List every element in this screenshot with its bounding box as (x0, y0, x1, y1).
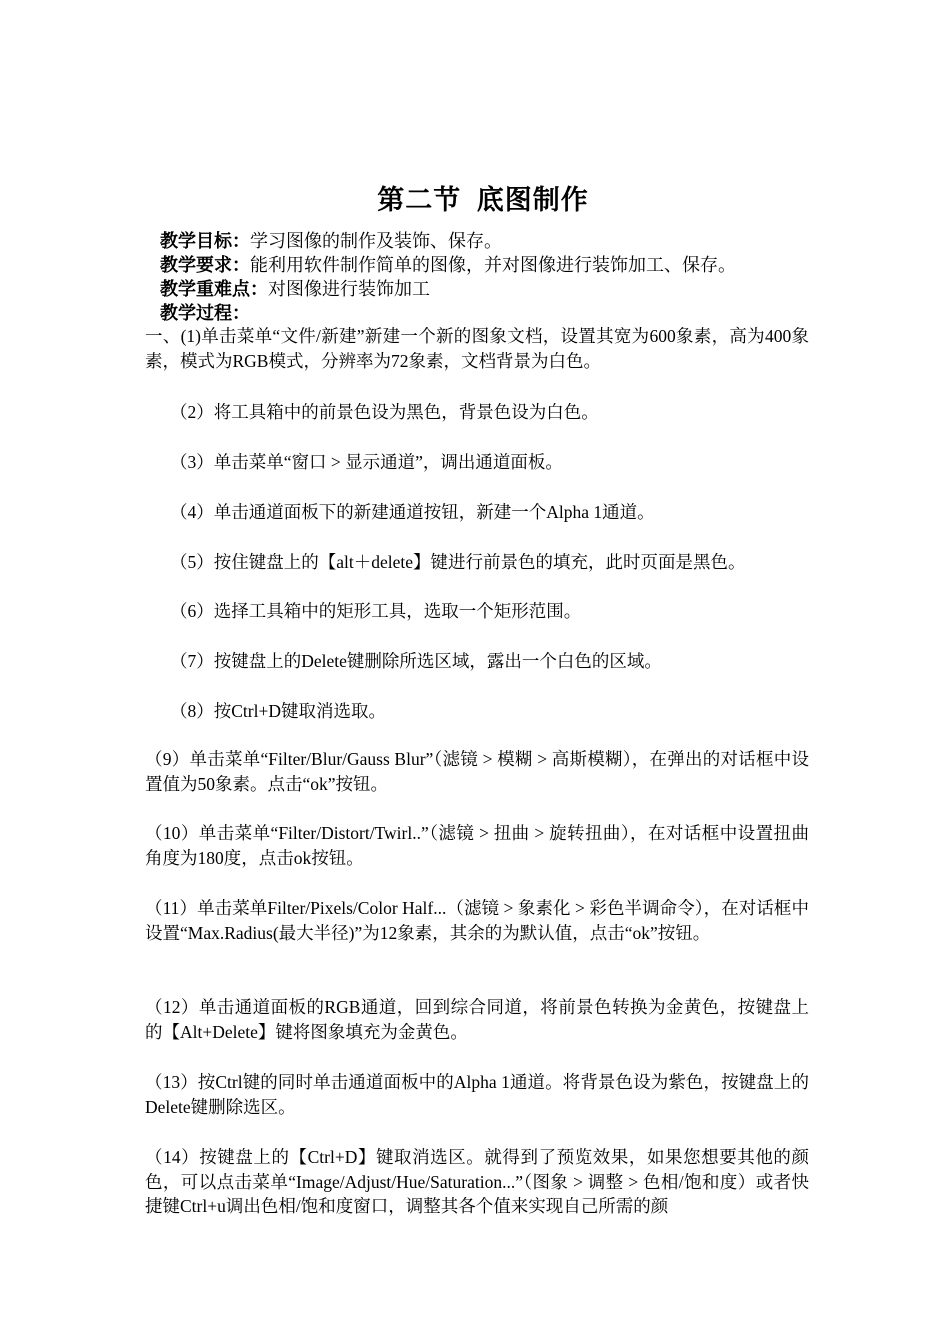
process-label: 教学过程： (160, 303, 250, 323)
paragraph-step-6: （6）选择工具箱中的矩形工具，选取一个矩形范围。 (170, 601, 582, 621)
key-points-text: 对图像进行装饰加工 (268, 279, 430, 299)
paragraph-step-8: （8）按Ctrl+D键取消选取。 (170, 701, 386, 721)
requirement-text: 能利用软件制作简单的图像，并对图像进行装饰加工、保存。 (250, 255, 736, 275)
process-line (160, 299, 250, 325)
key-points-label: 教学重难点： (160, 279, 268, 299)
paragraph-step-12: （12）单击通道面板的RGB通道，回到综合同道，将前景色转换为金黄色，按键盘上的【Alt+Delete】键将图象填充为金黄色。 (145, 997, 809, 1042)
paragraph-step-4: （4）单击通道面板下的新建通道按钮，新建一个Alpha 1通道。 (170, 502, 655, 522)
requirement-label: 教学要求： (160, 255, 250, 275)
paragraph-step-14: （14）按键盘上的【Ctrl+D】键取消选区。就得到了预览效果，如果您想要其他的颜色，可以点击菜单“Image/Adjust/Hue/Saturation...”（图象 > 调整 > 色相/饱和度）或者快捷键Ctrl+u调出色相/饱和度窗口，调整其各个值来实现自己所需的颜 (145, 1147, 809, 1216)
paragraph-step-10: （10）单击菜单“Filter/Distort/Twirl..”（滤镜 > 扭曲 > 旋转扭曲），在对话框中设置扭曲角度为180度，点击ok按钮。 (145, 823, 809, 868)
paragraph-step-2: （2）将工具箱中的前景色设为黑色，背景色设为白色。 (170, 402, 599, 422)
objective-label: 教学目标： (160, 231, 250, 251)
objective-line (160, 227, 502, 253)
paragraph-step-9: （9）单击菜单“Filter/Blur/Gauss Blur”（滤镜 > 模糊 > 高斯模糊），在弹出的对话框中设置值为50象素。点击“ok”按钮。 (145, 749, 809, 794)
paragraph-step-3: （3）单击菜单“窗口 > 显示通道”，调出通道面板。 (170, 452, 563, 472)
paragraph-step-1: 一、(1)单击菜单“文件/新建”新建一个新的图象文档，设置其宽为600象素，高为400象素，模式为RGB模式，分辨率为72象素，文档背景为白色。 (145, 326, 809, 371)
paragraph-step-7: （7）按键盘上的Delete键删除所选区域，露出一个白色的区域。 (170, 651, 662, 671)
requirement-line (160, 251, 736, 277)
paragraph-step-5: （5）按住键盘上的【alt＋delete】键进行前景色的填充，此时页面是黑色。 (170, 552, 746, 572)
paragraph-step-13: （13）按Ctrl键的同时单击通道面板中的Alpha 1通道。将背景色设为紫色，按键盘上的Delete键删除选区。 (145, 1072, 809, 1117)
objective-text: 学习图像的制作及装饰、保存。 (250, 231, 502, 251)
page-title: 第二节 底图制作 (377, 185, 589, 215)
paragraph-step-11: （11）单击菜单Filter/Pixels/Color Half...（滤镜 > 象素化 > 彩色半调命令），在对话框中设置“Max.Radius(最大半径)”为12象素，其余的为默认值，点击“ok”按钮。 (145, 898, 809, 943)
key-points-line (160, 275, 430, 301)
